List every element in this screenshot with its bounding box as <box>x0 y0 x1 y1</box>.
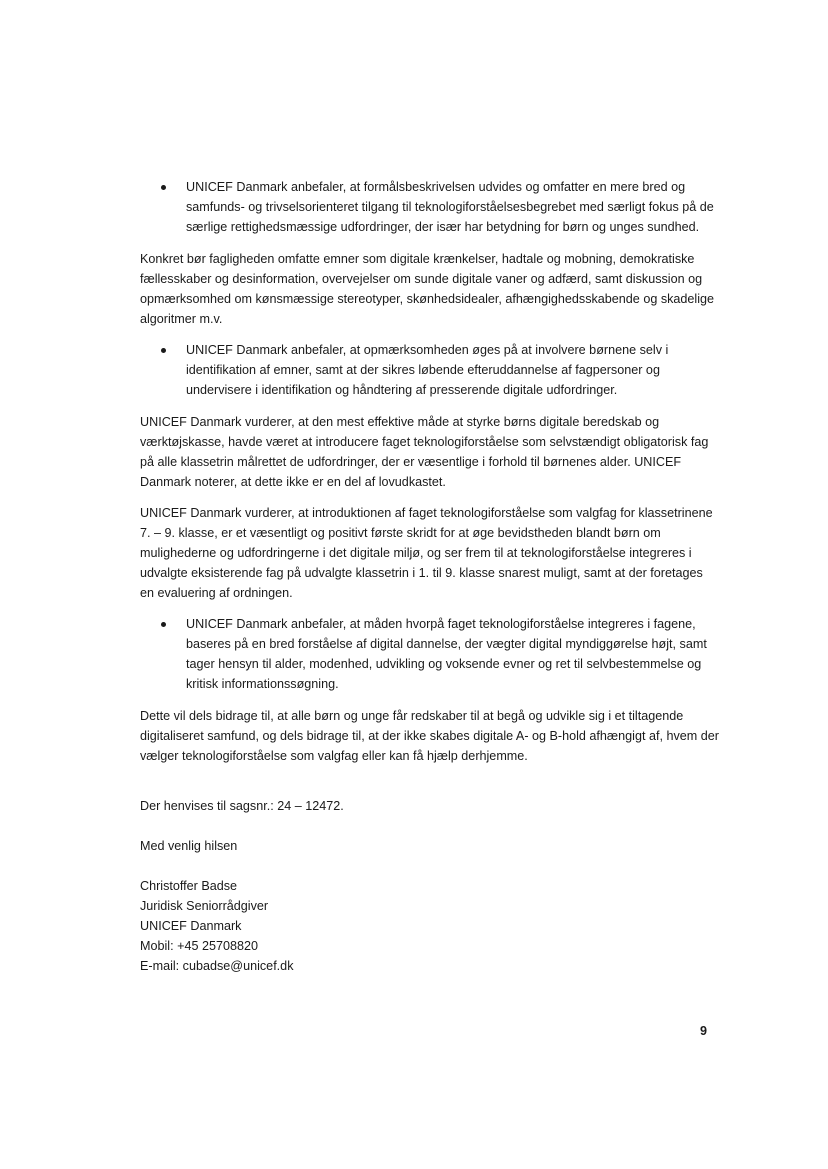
signature-title: Juridisk Seniorrådgiver <box>140 899 269 913</box>
page-number: 9 <box>700 1024 708 1038</box>
paragraph-conclusion: Dette vil dels bidrage til, at alle børn og unge får redskaber til at begå og udvikle sig i et tiltagende digitaliseret samfund, og dels bidrage til, at der ikke skabes digitale A- og B-hold afhængigt af, hvem der vælger teknologiforståelse som valgfag eller kan få hjælp derhjemme. <box>140 709 719 763</box>
signature-mobile: Mobil: +45 25708820 <box>140 939 258 953</box>
recommendation-text: UNICEF Danmark anbefaler, at opmærksomheden øges på at involvere børnene selv i identifikation af emner, samt at der sikres løbende efteruddannelse af fagpersoner og undervisere i identifikation og håndtering af presserende digitale udfordringer. <box>186 343 669 397</box>
bullet-icon <box>161 348 166 353</box>
closing-salutation: Med venlig hilsen <box>140 839 238 853</box>
signature-block <box>140 876 720 976</box>
signature-organization: UNICEF Danmark <box>140 919 242 933</box>
recommendation-text: UNICEF Danmark anbefaler, at formålsbeskrivelsen udvides og omfatter en mere bred og samfunds- og trivselsorienteret tilgang til teknologiforståelsesbegrebet med særligt fokus på de særlige rettighedsmæssige udfordringer, der især har betydning for børn og unges sundhed. <box>186 180 714 234</box>
bullet-icon <box>161 185 166 190</box>
bullet-icon <box>161 622 166 627</box>
signature-email: E-mail: cubadse@unicef.dk <box>140 959 294 973</box>
document-body <box>140 177 720 976</box>
case-reference: Der henvises til sagsnr.: 24 – 12472. <box>140 799 344 813</box>
paragraph-assessment-elective: UNICEF Danmark vurderer, at introduktionen af faget teknologiforståelse som valgfag for klassetrinene 7. – 9. klasse, er et væsentligt og positivt første skridt for at øge bevidstheden blandt børn om mulighederne og udfordringerne i det digitale miljø, og ser frem til at teknologiforståelse integreres i udvalgte eksisterende fag på udvalgte klassetrin i 1. til 9. klasse snarest muligt, samt at der foretages en evaluering af ordningen. <box>140 506 713 600</box>
recommendation-bullet-3 <box>140 614 720 694</box>
recommendation-bullet-2 <box>140 340 720 400</box>
paragraph-assessment-mandatory: UNICEF Danmark vurderer, at den mest effektive måde at styrke børns digitale beredskab og værktøjskasse, havde været at introducere faget teknologiforståelse som selvstændigt obligatorisk fag på alle klassetrin målrettet de udfordringer, der er væsentlige i forhold til børnenes alder. UNICEF Danmark noterer, at dette ikke er en del af lovudkastet. <box>140 415 709 489</box>
paragraph-content-topics: Konkret bør fagligheden omfatte emner som digitale krænkelser, hadtale og mobning, demokratiske fællesskaber og desinformation, overvejelser om sunde digitale vaner og adfærd, samt diskussion og opmærksomhed om kønsmæssige stereotyper, skønhedsidealer, afhængighedsskabende og skadelige algoritmer m.v. <box>140 252 715 326</box>
recommendation-bullet-1 <box>140 177 720 237</box>
signature-name: Christoffer Badse <box>140 879 238 893</box>
recommendation-text: UNICEF Danmark anbefaler, at måden hvorpå faget teknologiforståelse integreres i fagene, baseres på en bred forståelse af digital dannelse, der vægter digital myndiggørelse højt, samt tager hensyn til alder, modenhed, udvikling og voksende evner og ret til selvbestemmelse og kritisk informationssøgning. <box>186 617 707 691</box>
